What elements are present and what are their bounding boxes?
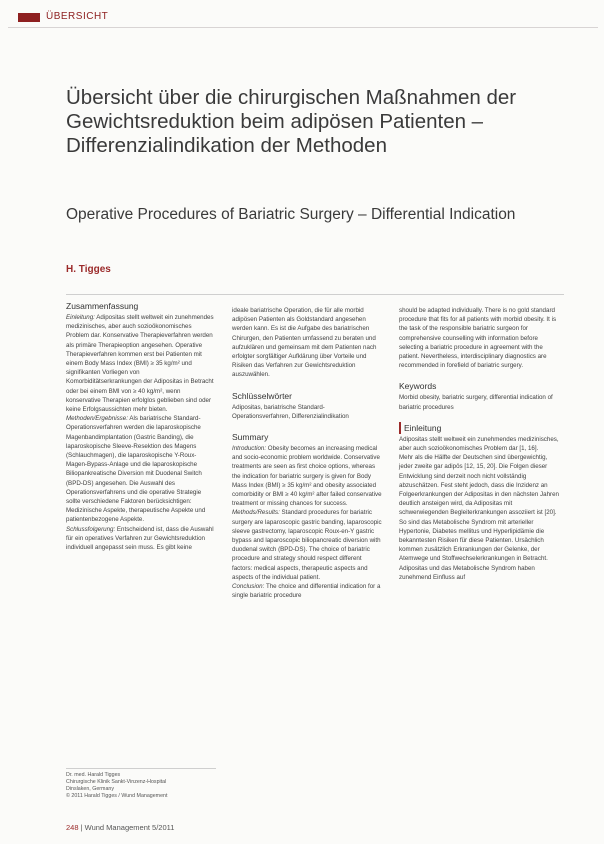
einleitung-label: Einleitung: (66, 314, 95, 321)
einleitung-p2: Mehr als die Hälfte der Deutschen sind übergewichtig, jeder zweite gar adipös [12, 15, 20]. Die Folgen dieser Entwicklung sind derzeit noch nicht vollständig abzuschätzen. Fest steht jedoch, dass die Inzidenz an Folgeerkrankungen der Adipositas in den nächsten Jahren deutlich ansteigen wird, da Adipositas mit schwerwiegenden Begleiterkrankungen assoziiert ist [20]. (399, 454, 559, 517)
conclusion-text: The choice and differential indication for a single bariatric procedure (232, 583, 381, 600)
conclusion-label: Conclusion: (232, 583, 265, 591)
page-footer: 248 | Wund Management 5/2011 (66, 823, 175, 832)
schluss-abstract (66, 525, 216, 553)
column-3 (399, 306, 561, 582)
section-marker (18, 13, 40, 22)
methods-label: Methods/Results: (232, 509, 280, 517)
zusammenfassung-continued: ideale bariatrische Operation, die für alle morbid adipösen Patienten als Goldstandard angesehen werden kann. Es ist die Aufgabe des bariatrischen Chirurgen, den Patienten umfassend zu beraten und aufzuklären und gemeinsam mit dem Patienten nach erfolgter sorgfältiger Aufklärung über Vorteile und Risiken das Verfahren zur Gewichtsreduktion auszuwählen. (232, 307, 377, 379)
author: H. Tigges (66, 264, 111, 275)
einleitung-heading: Einleitung (399, 422, 561, 434)
schluss-text: Entscheidend ist, dass die Auswahl für ein operatives Verfahren zur Gewichtsreduktion individuell angepasst sein muss. Es gibt keine (66, 525, 214, 552)
affiliation-name: Dr. med. Harald Tigges (66, 772, 121, 778)
einleitung-p3: So sind das Metabolische Syndrom mit arterieller Hypertonie, Diabetes mellitus und Hyperlipidämie die bekanntesten Risiken für diese Patienten. Ursächlich kommen zusätzlich Erkrankungen der Gelenke, der Atemwege und Stoffwechselerkrankungen in Betracht. Adipositas und das Metabolische Syndrom haben zunehmend Einfluss auf (399, 518, 548, 581)
intro-text: Obesity becomes an increasing medical and socio-economic problem worldwide. Conservative treatments are seen as first choice options, whereas the indication for bariatric surgery is given for Body Mass Index (BMI) ≥ 35 kg/m² and obesity associated comorbidity or BMI ≥ 40 kg/m² after failed conservative treatment or missing chances for success. (232, 445, 382, 508)
einleitung-abstract (66, 313, 216, 414)
summary-heading: Summary (232, 432, 269, 443)
divider (66, 294, 564, 295)
methods-text: Standard procedures for bariatric surgery are laparoscopic gastric banding, laparoscopic sleeve gastrectomy, laparoscopic Roux-en-Y gastric bypass and laparoscopic biliopancreatic diversion with duodenal switch (BPD-DS). The choice of bariatric procedure and strategy should respect different factors: medical aspects, therapeutic aspects and aspects of the individual patient. (232, 509, 382, 581)
schluss-label: Schlussfolgerung: (66, 525, 116, 533)
affiliation-line2: Dinslaken, Germany (66, 786, 114, 792)
affiliation-line1: Chirurgische Klinik Sankt-Vinzenz-Hospital (66, 779, 167, 785)
keywords-text: Morbid obesity, bariatric surgery, differential indication of bariatric procedures (399, 394, 553, 411)
column-2 (232, 306, 382, 600)
einleitung-p1: Adipositas stellt weltweit ein zunehmendes medizinisches, aber auch sozioökonomisches Problem dar [1, 16]. (399, 435, 559, 453)
article-title: Übersicht über die chirurgischen Maßnahmen der Gewichtsreduktion beim adipösen Patienten – Differenzialindikation der Methoden (66, 86, 517, 157)
methoden-label: Methoden/Ergebnisse: (66, 415, 128, 423)
section-label: ÜBERSICHT (46, 11, 109, 22)
summary-continued: should be adapted individually. There is no gold standard procedure that fits for all patients with morbid obesity. It is the task of the responsible bariatric surgeon for comprehensive counselling with information before selecting a bariatric procedure in agreement with the patient. Nevertheless, interdisciplinary diagnostics are recommended in forefield of bariatric surgery. (399, 307, 557, 370)
schluesselwoerter-text: Adipositas, bariatrische Standard-Operationsverfahren, Differenzialindikation (232, 403, 349, 420)
einleitung-text: Adipositas stellt weltweit ein zunehmendes medizinisches, aber auch sozioökonomisches Problem dar. Konservative Therapieverfahren werden als primäre Therapieoption angesehen. Operative Therapieverfahren kommen erst bei Patienten mit einem Body Mass Index (BMI) ≥ 35 kg/m² und signifikanten Vorliegen von Komorbiditätserkrankungen der Adipositas in Betracht oder bei einem BMI von ≥ 40 kg/m², wenn konservative Therapien erfolglos geblieben sind oder keine Erfolgsaussichten mehr bieten. (66, 314, 214, 414)
methoden-text: Als bariatrische Standard-Operationsverfahren werden die laparoskopische Magenbandimplantation (Gastric Banding), die laparoskopische Sleeve-Resektion des Magens (Schlauchmagen), die laparoskopische Y-Roux-Magen-Bypass-Anlage und die laparoskopische Biliopankreatische Diversion mit Duodenal Switch (BPD-DS) angesehen. Die Auswahl des Operationsverfahrens und die operative Strategie sollte verschiedene Faktoren berücksichtigen: Medizinische Aspekte, therapeutische Aspekte und patientenbezogene Aspekte. (66, 415, 206, 524)
affiliation-line3: © 2011 Harald Tigges / Wund Management (66, 793, 168, 799)
summary-conclusion (232, 582, 382, 600)
zusammenfassung-heading: Zusammenfassung (66, 301, 139, 311)
intro-label: Introduction: (232, 445, 267, 453)
summary-methods (232, 508, 382, 582)
page-number: 248 (66, 823, 79, 832)
affiliation-divider (66, 768, 216, 769)
column-1 (66, 300, 216, 552)
keywords-heading: Keywords (399, 381, 437, 392)
article-subtitle: Operative Procedures of Bariatric Surgery – Differential Indication (66, 206, 516, 223)
affiliation (66, 772, 216, 800)
methoden-abstract (66, 414, 216, 524)
summary-intro (232, 444, 382, 508)
schluesselwoerter-heading: Schlüsselwörter (232, 390, 292, 401)
journal-name: Wund Management 5/2011 (84, 823, 175, 832)
